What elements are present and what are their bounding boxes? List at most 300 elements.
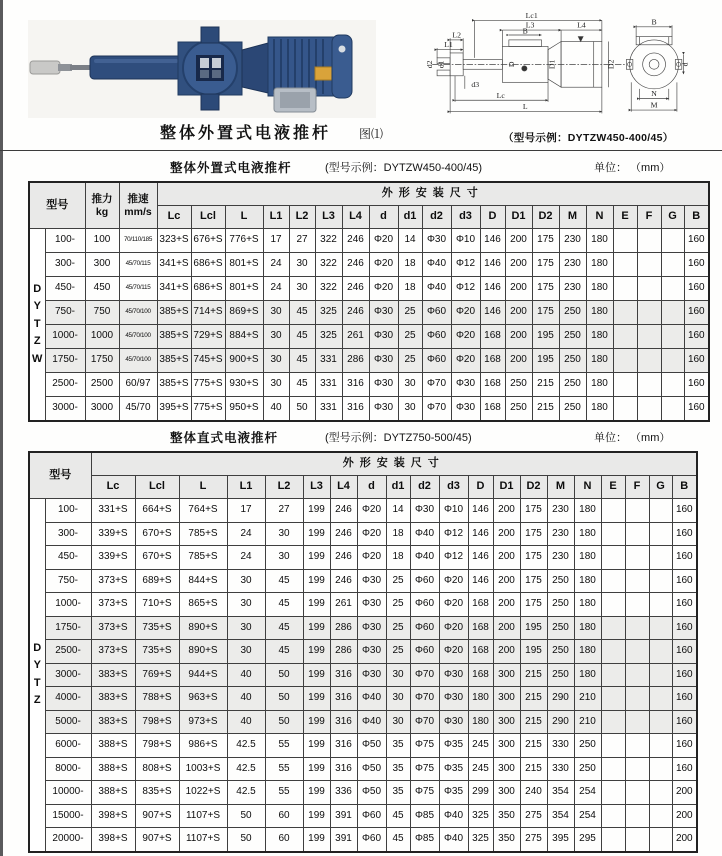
dim-cell: 180 xyxy=(574,640,601,664)
dim-cell xyxy=(625,734,649,758)
dim-cell: 45 xyxy=(265,640,303,664)
dim-cell: Φ50 xyxy=(357,734,386,758)
dim-cell: 27 xyxy=(289,229,315,253)
dim-cell: Φ20 xyxy=(451,325,480,349)
dim-cell: 325 xyxy=(468,828,493,852)
dim-cell xyxy=(661,325,684,349)
dim-cell xyxy=(661,277,684,301)
dim-cell xyxy=(625,616,649,640)
dim-cell: Φ35 xyxy=(439,734,468,758)
dim-cell xyxy=(649,804,672,828)
dim-cell: 199 xyxy=(303,781,330,805)
table1-title: 整体外置式电液推杆 xyxy=(170,161,292,175)
dim-cell: 341+S xyxy=(157,253,191,277)
dim-header: L4 xyxy=(330,476,357,499)
dim-cell: 250 xyxy=(505,373,532,397)
dim-cell: 383+S xyxy=(91,663,135,687)
dim-cell: 200 xyxy=(493,546,520,570)
dim-cell: 199 xyxy=(303,640,330,664)
product-photo xyxy=(28,20,376,118)
dim-cell: 865+S xyxy=(179,593,227,617)
dim-cell: 986+S xyxy=(179,734,227,758)
dim-header: E xyxy=(613,206,637,229)
dim-cell: 963+S xyxy=(179,687,227,711)
dim-cell xyxy=(601,569,625,593)
dim-cell: 322 xyxy=(315,277,342,301)
dim-cell: 160 xyxy=(672,710,697,734)
dim-cell: 246 xyxy=(342,301,369,325)
dim-cell: 175 xyxy=(520,499,547,523)
dim-cell: 175 xyxy=(532,229,559,253)
dim-cell xyxy=(601,546,625,570)
dim-cell: 200 xyxy=(493,569,520,593)
dim-cell: Φ40 xyxy=(422,277,451,301)
dim-cell: 391 xyxy=(330,804,357,828)
dim-cell: Φ70 xyxy=(410,710,439,734)
model-cell: 100- xyxy=(45,499,91,523)
model-cell: 300- xyxy=(45,522,91,546)
dim-cell xyxy=(613,349,637,373)
speed-cell: 45/70/100 xyxy=(119,301,157,325)
dim-label-l2: L2 xyxy=(452,30,461,40)
dim-header: D1 xyxy=(505,206,532,229)
dim-cell: 168 xyxy=(480,325,505,349)
dim-cell xyxy=(649,569,672,593)
dim-cell: Φ40 xyxy=(410,522,439,546)
dim-cell: 30 xyxy=(263,349,289,373)
dim-cell: 175 xyxy=(520,569,547,593)
dim-cell: 930+S xyxy=(225,373,263,397)
thrust-header: 推力 kg xyxy=(85,182,119,229)
dim-cell: 391 xyxy=(330,828,357,852)
dim-cell: 146 xyxy=(480,301,505,325)
dim-cell: 199 xyxy=(303,804,330,828)
dim-cell: 199 xyxy=(303,546,330,570)
dims-group-header: 外形安装尺寸 xyxy=(91,452,697,476)
dim-header: L1 xyxy=(227,476,265,499)
dim-cell: 160 xyxy=(684,373,709,397)
dim-cell: 246 xyxy=(330,546,357,570)
table1-example: (型号示例：DYTZW450-400/45) xyxy=(325,162,483,174)
photo-caption-text: 整体外置式电液推杆 xyxy=(160,125,332,142)
dim-header: Lcl xyxy=(191,206,225,229)
dim-cell: 246 xyxy=(342,277,369,301)
dim-cell: 254 xyxy=(574,781,601,805)
dim-cell: 261 xyxy=(342,325,369,349)
dim-cell: 30 xyxy=(263,301,289,325)
dim-cell: 160 xyxy=(672,522,697,546)
dim-cell: Φ35 xyxy=(439,757,468,781)
dim-cell: 341+S xyxy=(157,277,191,301)
dim-cell: Φ12 xyxy=(451,277,480,301)
dim-cell: Φ30 xyxy=(439,710,468,734)
table-row xyxy=(29,569,697,593)
dim-cell: 322 xyxy=(315,253,342,277)
dim-header: Lc xyxy=(157,206,191,229)
dim-label-d1-body: D1 xyxy=(547,59,557,70)
dim-cell: 316 xyxy=(342,397,369,422)
dim-cell: 246 xyxy=(330,569,357,593)
dim-cell: 160 xyxy=(684,277,709,301)
dim-cell: 385+S xyxy=(157,325,191,349)
dim-cell: 316 xyxy=(330,663,357,687)
table-row xyxy=(29,349,709,373)
dim-cell: 45 xyxy=(265,593,303,617)
dim-header: d2 xyxy=(410,476,439,499)
dim-cell: 388+S xyxy=(91,781,135,805)
dim-cell xyxy=(661,253,684,277)
dim-cell: 215 xyxy=(520,663,547,687)
table-row xyxy=(29,828,697,852)
table-row xyxy=(29,522,697,546)
dim-cell: 250 xyxy=(559,301,586,325)
dim-label-d: D xyxy=(506,61,516,68)
dim-cell: 798+S xyxy=(135,710,179,734)
dim-cell: 785+S xyxy=(179,546,227,570)
dim-cell: 325 xyxy=(315,301,342,325)
table2-title: 整体直式电液推杆 xyxy=(170,431,279,445)
dim-header: L1 xyxy=(263,206,289,229)
technical-drawing xyxy=(396,4,718,128)
dim-cell: Φ40 xyxy=(422,253,451,277)
dim-cell: 180 xyxy=(586,397,613,422)
dim-cell: 30 xyxy=(263,373,289,397)
dim-cell xyxy=(649,499,672,523)
dim-cell: 50 xyxy=(227,828,265,852)
dim-cell: 50 xyxy=(265,663,303,687)
model-cell: 1750- xyxy=(45,349,85,373)
dim-cell xyxy=(661,229,684,253)
dim-cell: 200 xyxy=(505,325,532,349)
dim-cell: 160 xyxy=(672,757,697,781)
dim-cell: 300 xyxy=(493,781,520,805)
dim-cell: 290 xyxy=(547,687,574,711)
dim-cell: 45 xyxy=(289,301,315,325)
dim-cell: Φ70 xyxy=(410,687,439,711)
dim-cell: 316 xyxy=(330,710,357,734)
dim-header: D2 xyxy=(520,476,547,499)
dim-cell: Φ40 xyxy=(357,687,386,711)
dim-cell: 30 xyxy=(398,373,422,397)
dim-cell: Φ20 xyxy=(451,301,480,325)
dim-label-lc1: Lc1 xyxy=(525,10,538,20)
dim-cell: 175 xyxy=(532,253,559,277)
dim-cell: Φ30 xyxy=(369,349,398,373)
thrust-cell: 2500 xyxy=(85,373,119,397)
dim-cell: 199 xyxy=(303,616,330,640)
dim-cell: Φ60 xyxy=(357,828,386,852)
dim-cell: 45 xyxy=(265,616,303,640)
dim-cell xyxy=(601,757,625,781)
speed-header: 推速 mm/s xyxy=(119,182,157,229)
dim-cell xyxy=(625,499,649,523)
dim-cell: 300 xyxy=(493,663,520,687)
dim-cell: 395+S xyxy=(157,397,191,422)
dim-cell: 331 xyxy=(315,349,342,373)
dim-cell xyxy=(661,373,684,397)
dim-cell: Φ30 xyxy=(439,687,468,711)
dim-cell: Φ20 xyxy=(439,569,468,593)
dim-cell: 30 xyxy=(265,522,303,546)
dim-cell: 776+S xyxy=(225,229,263,253)
dim-cell: Φ12 xyxy=(439,522,468,546)
dytzw-spec-table xyxy=(28,181,710,422)
dim-cell: 199 xyxy=(303,687,330,711)
dim-cell xyxy=(613,253,637,277)
dim-cell: 25 xyxy=(398,349,422,373)
speed-cell: 45/70/100 xyxy=(119,349,157,373)
dim-cell: 199 xyxy=(303,499,330,523)
dim-cell: Φ40 xyxy=(439,828,468,852)
thrust-cell: 450 xyxy=(85,277,119,301)
dim-cell: 180 xyxy=(586,277,613,301)
dim-cell: 250 xyxy=(547,640,574,664)
dim-header: d xyxy=(369,206,398,229)
speed-cell: 45/70/100 xyxy=(119,325,157,349)
dim-cell: Φ85 xyxy=(410,828,439,852)
dim-cell: Φ10 xyxy=(451,229,480,253)
dim-cell: 250 xyxy=(574,734,601,758)
dim-cell xyxy=(601,499,625,523)
dim-cell: 40 xyxy=(227,687,265,711)
dim-cell: Φ30 xyxy=(369,301,398,325)
dim-cell: 729+S xyxy=(191,325,225,349)
dim-cell xyxy=(649,687,672,711)
dim-cell: Φ30 xyxy=(369,397,398,422)
thrust-cell: 750 xyxy=(85,301,119,325)
dim-cell: 200 xyxy=(505,349,532,373)
model-cell: 100- xyxy=(45,229,85,253)
dim-cell: 200 xyxy=(493,499,520,523)
dim-cell: 30 xyxy=(289,277,315,301)
dim-header: D2 xyxy=(532,206,559,229)
dim-header: Lcl xyxy=(135,476,179,499)
dim-cell: 45 xyxy=(265,569,303,593)
dim-cell xyxy=(613,373,637,397)
dim-cell: Φ12 xyxy=(439,546,468,570)
dim-cell: 808+S xyxy=(135,757,179,781)
thrust-cell: 300 xyxy=(85,253,119,277)
dim-cell: 230 xyxy=(547,546,574,570)
dim-cell: 180 xyxy=(586,349,613,373)
dim-cell: 25 xyxy=(398,301,422,325)
dim-cell: 254 xyxy=(574,804,601,828)
dim-cell: 24 xyxy=(263,277,289,301)
dim-label-b: B xyxy=(522,26,528,36)
dim-cell: Φ60 xyxy=(422,325,451,349)
dim-cell: 199 xyxy=(303,734,330,758)
front-dim-label-m: M xyxy=(650,100,658,110)
dim-cell xyxy=(601,781,625,805)
dim-header: B xyxy=(672,476,697,499)
dim-cell: Φ30 xyxy=(369,373,398,397)
dim-header: L xyxy=(179,476,227,499)
model-cell: 450- xyxy=(45,546,91,570)
dim-header: d2 xyxy=(422,206,451,229)
dim-cell: 200 xyxy=(493,522,520,546)
front-dim-label-n: N xyxy=(651,89,657,99)
table2-example: (型号示例：DYTZ750-500/45) xyxy=(325,432,472,444)
dim-cell: 175 xyxy=(520,593,547,617)
dim-label-lc: Lc xyxy=(496,90,505,100)
dim-cell: 160 xyxy=(684,253,709,277)
model-cell: 3000- xyxy=(45,663,91,687)
dim-cell xyxy=(613,325,637,349)
dim-cell: 200 xyxy=(493,640,520,664)
dim-header: d1 xyxy=(398,206,422,229)
dim-cell: Φ60 xyxy=(357,804,386,828)
dim-cell: 944+S xyxy=(179,663,227,687)
dim-cell: Φ20 xyxy=(369,277,398,301)
dim-cell: 383+S xyxy=(91,710,135,734)
dim-cell: 336 xyxy=(330,781,357,805)
dim-cell: 45 xyxy=(386,828,410,852)
dim-cell: 168 xyxy=(468,640,493,664)
dim-cell: 907+S xyxy=(135,804,179,828)
dim-cell: 160 xyxy=(684,397,709,422)
dim-cell: 246 xyxy=(330,499,357,523)
dim-cell: Φ40 xyxy=(410,546,439,570)
dim-cell: 160 xyxy=(672,499,697,523)
dim-cell xyxy=(625,640,649,664)
dim-cell: 210 xyxy=(574,710,601,734)
dim-cell: Φ20 xyxy=(369,229,398,253)
table-row xyxy=(29,593,697,617)
dim-cell: 373+S xyxy=(91,593,135,617)
dim-header: F xyxy=(637,206,661,229)
front-dim-label-b: B xyxy=(651,17,657,27)
dim-cell: 230 xyxy=(559,229,586,253)
dim-cell: Φ70 xyxy=(422,373,451,397)
dim-cell: 200 xyxy=(505,229,532,253)
dim-cell: 200 xyxy=(505,277,532,301)
dim-cell: 160 xyxy=(684,301,709,325)
speed-cell: 45/70/115 xyxy=(119,277,157,301)
dim-cell: Φ30 xyxy=(357,593,386,617)
dim-cell: 250 xyxy=(559,349,586,373)
dim-cell: 168 xyxy=(480,373,505,397)
dim-cell xyxy=(649,593,672,617)
dim-cell: Φ30 xyxy=(357,663,386,687)
dim-cell: 710+S xyxy=(135,593,179,617)
table-row xyxy=(29,301,709,325)
dim-cell: 388+S xyxy=(91,757,135,781)
dim-cell: 316 xyxy=(330,734,357,758)
front-dim-label-d: d xyxy=(680,62,690,67)
dim-cell: 35 xyxy=(386,781,410,805)
dim-cell: 60 xyxy=(265,804,303,828)
photo-caption xyxy=(160,120,383,143)
dim-cell: 160 xyxy=(684,229,709,253)
dim-cell: 25 xyxy=(386,616,410,640)
dim-cell xyxy=(601,687,625,711)
model-cell: 300- xyxy=(45,253,85,277)
dim-cell: Φ30 xyxy=(357,640,386,664)
dim-cell: 735+S xyxy=(135,640,179,664)
dim-cell: 354 xyxy=(547,781,574,805)
dim-header: M xyxy=(559,206,586,229)
technical-drawing-image xyxy=(396,4,718,128)
dim-cell: Φ75 xyxy=(410,734,439,758)
table-row xyxy=(29,277,709,301)
product-photo-image xyxy=(28,20,376,118)
dim-header: L4 xyxy=(342,206,369,229)
dim-cell: 180 xyxy=(586,301,613,325)
dim-header: F xyxy=(625,476,649,499)
dim-cell: 230 xyxy=(547,522,574,546)
speed-cell: 45/70/115 xyxy=(119,253,157,277)
figure-label: 图⑴ xyxy=(359,127,384,141)
series-letters: D Y T Z xyxy=(29,499,45,852)
dim-cell: 230 xyxy=(559,277,586,301)
dim-cell: 35 xyxy=(386,757,410,781)
dim-cell: Φ35 xyxy=(439,781,468,805)
dim-cell: 17 xyxy=(227,499,265,523)
dim-cell xyxy=(649,710,672,734)
dim-cell: 18 xyxy=(386,522,410,546)
dim-cell: Φ30 xyxy=(357,616,386,640)
table-row xyxy=(29,734,697,758)
dim-cell: 973+S xyxy=(179,710,227,734)
dim-cell: 30 xyxy=(227,569,265,593)
dim-cell: 323+S xyxy=(157,229,191,253)
speed-cell: 70/110/185 xyxy=(119,229,157,253)
dim-cell: 55 xyxy=(265,781,303,805)
dim-cell: Φ85 xyxy=(410,804,439,828)
dim-cell: 180 xyxy=(574,663,601,687)
dim-cell: Φ75 xyxy=(410,781,439,805)
drawing-caption: （型号示例：DYTZW450-400/45） xyxy=(503,132,674,144)
dim-cell: Φ20 xyxy=(439,640,468,664)
dim-cell: Φ60 xyxy=(410,616,439,640)
dim-cell: 160 xyxy=(672,687,697,711)
dim-cell: 275 xyxy=(520,828,547,852)
dim-cell xyxy=(649,734,672,758)
dim-cell: 30 xyxy=(289,253,315,277)
dim-cell xyxy=(637,325,661,349)
model-cell: 750- xyxy=(45,301,85,325)
dim-cell: 230 xyxy=(559,253,586,277)
dim-cell: 160 xyxy=(672,663,697,687)
table2-unit: 单位： （mm） xyxy=(594,432,671,444)
dim-header: L3 xyxy=(315,206,342,229)
dim-header: B xyxy=(684,206,709,229)
dim-cell: 24 xyxy=(263,253,289,277)
dim-cell: 339+S xyxy=(91,522,135,546)
dim-cell: 24 xyxy=(227,546,265,570)
dim-cell: 30 xyxy=(263,325,289,349)
dim-cell: 325 xyxy=(315,325,342,349)
table-row xyxy=(29,499,697,523)
dim-cell: 25 xyxy=(386,640,410,664)
dim-cell: 27 xyxy=(265,499,303,523)
dim-cell: 25 xyxy=(386,569,410,593)
dim-cell: 286 xyxy=(342,349,369,373)
dim-cell: 55 xyxy=(265,734,303,758)
dim-cell: 950+S xyxy=(225,397,263,422)
dim-cell: 240 xyxy=(520,781,547,805)
dim-cell: Φ60 xyxy=(410,569,439,593)
dim-cell xyxy=(649,522,672,546)
table1-title-row xyxy=(28,158,695,178)
dim-cell xyxy=(661,349,684,373)
model-header: 型号 xyxy=(29,182,85,229)
dim-cell xyxy=(601,616,625,640)
dim-cell: 1107+S xyxy=(179,828,227,852)
dim-cell: 686+S xyxy=(191,277,225,301)
table-row xyxy=(29,253,709,277)
dim-cell xyxy=(649,781,672,805)
